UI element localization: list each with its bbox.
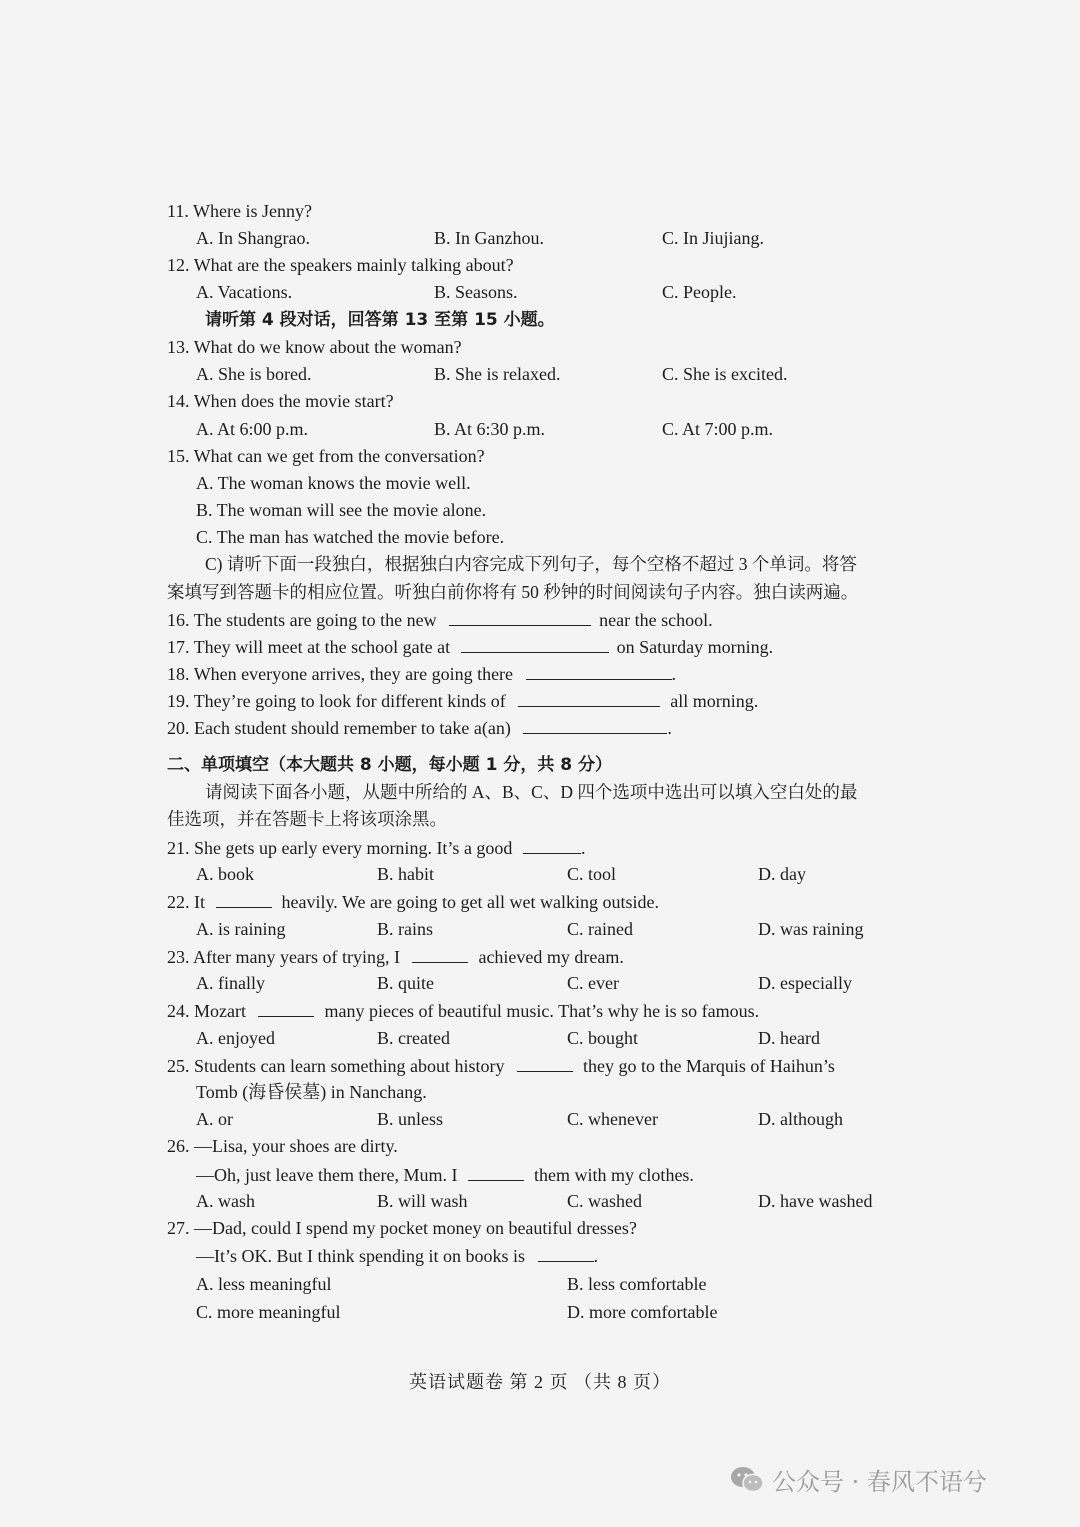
question-11: 11. Where is Jenny? (167, 201, 312, 221)
answer-blank[interactable] (518, 688, 660, 707)
q22-option-b: B. rains (377, 919, 433, 939)
section-c-instruction-line2: 案填写到答题卡的相应位置。听独白前你将有 50 秒钟的时间阅读句子内容。独白读两遍。 (167, 582, 859, 602)
question-12: 12. What are the speakers mainly talking about? (167, 255, 514, 275)
part2-instruction-line2: 佳选项，并在答题卡上将该项涂黑。 (167, 809, 447, 829)
question-25: 25. Students can learn something about history they go to the Marquis of Haihun’s (167, 1053, 835, 1078)
question-27: 27. —Dad, could I spend my pocket money on beautiful dresses? (167, 1218, 637, 1238)
q24-option-a: A. enjoyed (196, 1028, 275, 1048)
question-24: 24. Mozart many pieces of beautiful music. That’s why he is so famous. (167, 998, 759, 1023)
answer-blank[interactable] (538, 1243, 594, 1262)
answer-blank[interactable] (461, 634, 609, 653)
q21-option-c: C. tool (567, 864, 617, 884)
question-14: 14. When does the movie start? (167, 391, 394, 411)
q21-option-d: D. day (758, 864, 806, 884)
question-20: 20. Each student should remember to take a(an) . (167, 715, 672, 740)
answer-blank[interactable] (523, 715, 667, 734)
answer-blank[interactable] (468, 1162, 524, 1181)
q24-option-c: C. bought (567, 1028, 639, 1048)
q15-option-a: A. The woman knows the movie well. (196, 473, 471, 493)
question-17: 17. They will meet at the school gate at on Saturday morning. (167, 634, 773, 659)
q27-option-b: B. less comfortable (567, 1274, 707, 1294)
page-footer: 英语试题卷 第 2 页 （共 8 页） (409, 1372, 671, 1392)
q23-option-c: C. ever (567, 973, 619, 993)
q23-option-d: D. especially (758, 973, 852, 993)
q22-option-c: C. rained (567, 919, 633, 939)
question-19: 19. They’re going to look for different kinds of all morning. (167, 688, 758, 713)
question-15: 15. What can we get from the conversation? (167, 446, 485, 466)
q21-option-b: B. habit (377, 864, 434, 884)
q13-option-a: A. She is bored. (196, 364, 312, 384)
answer-blank[interactable] (216, 889, 272, 908)
answer-blank[interactable] (412, 944, 468, 963)
answer-blank[interactable] (517, 1053, 573, 1072)
answer-blank[interactable] (258, 998, 314, 1017)
q27-option-c: C. more meaningful (196, 1302, 341, 1322)
question-26-reply: —Oh, just leave them there, Mum. I them with my clothes. (196, 1162, 694, 1187)
q24-option-b: B. created (377, 1028, 450, 1048)
question-22: 22. It heavily. We are going to get all wet walking outside. (167, 889, 659, 914)
section-heading-part2: 二、单项填空（本大题共 8 小题，每小题 1 分，共 8 分） (167, 755, 612, 775)
listening-instruction-4: 请听第 4 段对话，回答第 13 至第 15 小题。 (205, 310, 555, 330)
q25-option-c: C. whenever (567, 1109, 658, 1129)
question-21: 21. She gets up early every morning. It’s a good . (167, 835, 585, 860)
q12-option-b: B. Seasons. (434, 282, 518, 302)
question-13: 13. What do we know about the woman? (167, 337, 462, 357)
part2-instruction-line1: 请阅读下面各小题，从题中所给的 A、B、C、D 四个选项中选出可以填入空白处的最 (205, 782, 858, 802)
watermark-text: 公众号 · 春风不语兮 (772, 1468, 987, 1496)
question-16: 16. The students are going to the new near the school. (167, 607, 713, 632)
q22-option-d: D. was raining (758, 919, 864, 939)
question-25-continuation: Tomb (海昏侯墓) in Nanchang. (196, 1082, 427, 1102)
wechat-icon (730, 1465, 764, 1495)
q21-option-a: A. book (196, 864, 254, 884)
q14-option-a: A. At 6:00 p.m. (196, 419, 309, 439)
q27-option-a: A. less meaningful (196, 1274, 332, 1294)
question-26: 26. —Lisa, your shoes are dirty. (167, 1136, 398, 1156)
q25-option-b: B. unless (377, 1109, 444, 1129)
q14-option-b: B. At 6:30 p.m. (434, 419, 546, 439)
q23-option-b: B. quite (377, 973, 434, 993)
q26-option-d: D. have washed (758, 1191, 873, 1211)
q12-option-c: C. People. (662, 282, 737, 302)
q15-option-b: B. The woman will see the movie alone. (196, 500, 487, 520)
question-18: 18. When everyone arrives, they are going there . (167, 661, 676, 686)
q26-option-a: A. wash (196, 1191, 255, 1211)
q11-option-b: B. In Ganzhou. (434, 228, 544, 248)
q14-option-c: C. At 7:00 p.m. (662, 419, 774, 439)
q12-option-a: A. Vacations. (196, 282, 293, 302)
question-27-reply: —It’s OK. But I think spending it on books is . (196, 1243, 598, 1268)
question-23: 23. After many years of trying, I achieved my dream. (167, 944, 624, 969)
q23-option-a: A. finally (196, 973, 265, 993)
q26-option-c: C. washed (567, 1191, 642, 1211)
q27-option-d: D. more comfortable (567, 1302, 718, 1322)
q15-option-c: C. The man has watched the movie before. (196, 527, 505, 547)
q25-option-d: D. although (758, 1109, 843, 1129)
q11-option-c: C. In Jiujiang. (662, 228, 764, 248)
q13-option-b: B. She is relaxed. (434, 364, 561, 384)
answer-blank[interactable] (523, 835, 581, 854)
q13-option-c: C. She is excited. (662, 364, 788, 384)
watermark (730, 1462, 987, 1497)
q11-option-a: A. In Shangrao. (196, 228, 310, 248)
answer-blank[interactable] (449, 607, 591, 626)
q26-option-b: B. will wash (377, 1191, 468, 1211)
q25-option-a: A. or (196, 1109, 233, 1129)
section-c-instruction-line1: C) 请听下面一段独白，根据独白内容完成下列句子，每个空格不超过 3 个单词。将答 (205, 554, 857, 574)
answer-blank[interactable] (526, 661, 672, 680)
q24-option-d: D. heard (758, 1028, 820, 1048)
q22-option-a: A. is raining (196, 919, 286, 939)
